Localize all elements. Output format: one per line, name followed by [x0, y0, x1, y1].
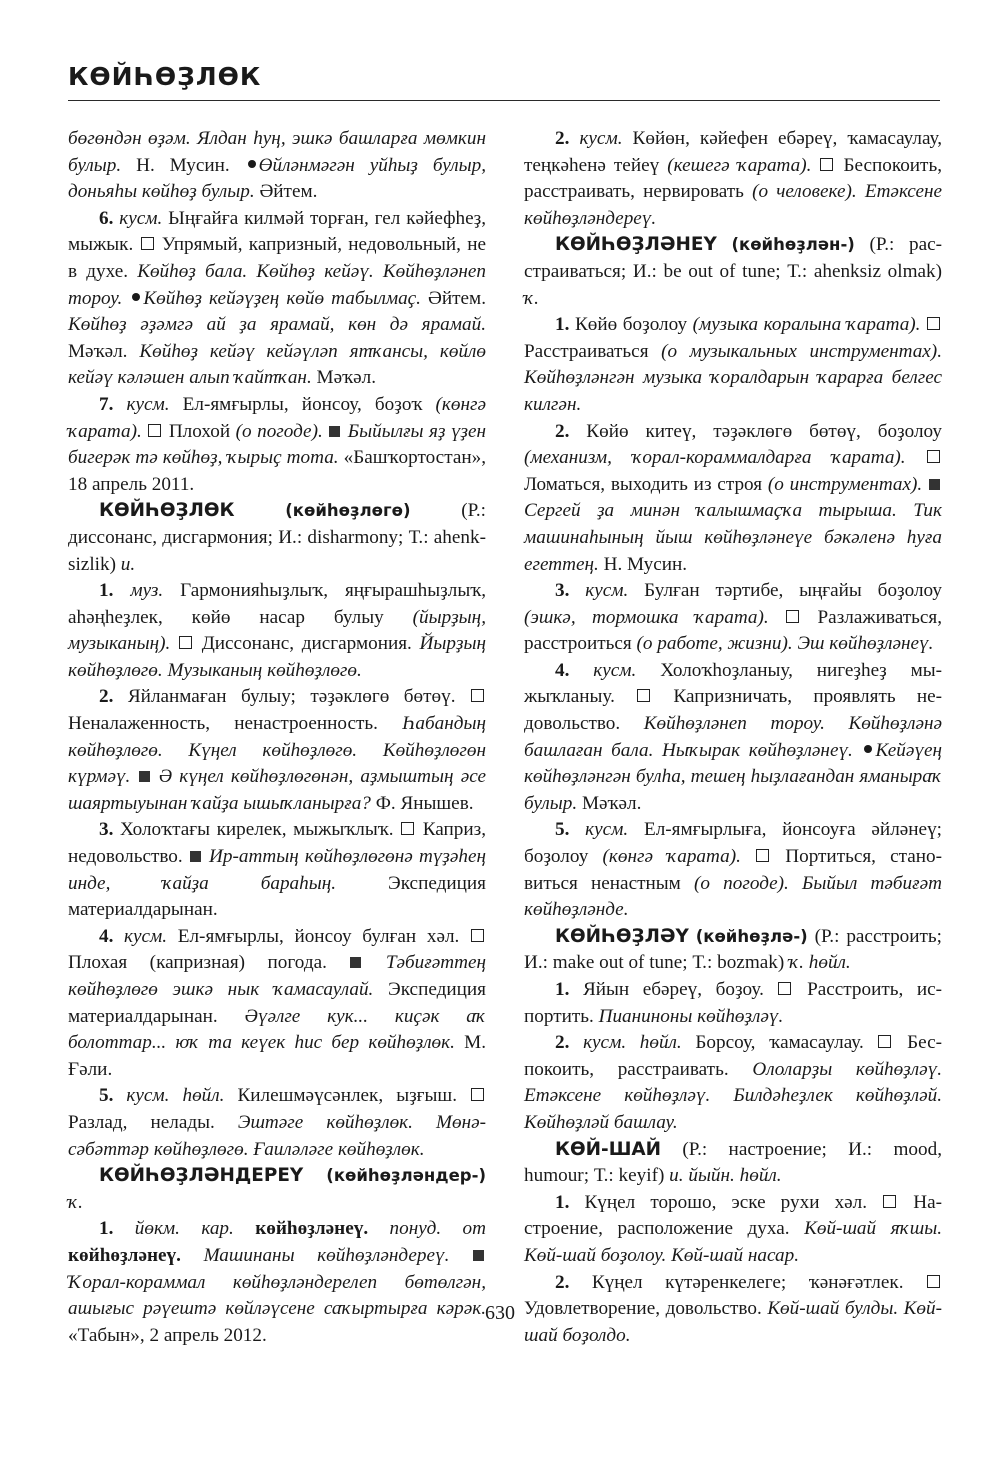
sense-1: 1. йөкм. кар. көйһөҙләнеү. понуд. от көйһөҙләнеү. Машинаны көйһөҙләндереү. Ҡорал-кораммал көйһөҙләндерелеп бөтөлгән, ашығыс рәүештә көйләүсене саҡыртырға кәрәк. «Табын», 2 апрель 2012. [68, 1218, 487, 1346]
translation-square-icon [778, 982, 791, 995]
quote-square-icon [139, 771, 150, 782]
sense-2: 2. Көйө китеү, тәҙәклөгө бөтөү, боҙолоу (механизм, ҡорал-кораммалдарға ҡарата). Ломаться, выходить из строя (о инструментах). Сергей ҙа минән ҡалышмаҫҡа тырыша. Тик машинаһының йыш көйһөҙләнеүе бәкәленә һуға егеттең. Н. Мусин. [524, 420, 943, 575]
entry-continuation: бөгөндән өҙәм. Ялдан һуң, эшкә башларға мөмкин булыр. Н. Мусин. Өйләнмәгән уйһыҙ булыр, доньяһы көйһөҙ булыр. Әйтем. [68, 128, 486, 203]
headword-koyhozlenderew: КӨЙҺӨҘЛӘНДЕРЕҮ (көйһөҙләндер-) ҡ. [68, 1165, 486, 1213]
sense-3: 3. кусм. Булған тәртибе, ыңғайы боҙолоу (эшкә, тормошка ҡарата). Разлаживаться, расстроиться (о работе, жизни). Эш көйһөҙләнеү. [524, 580, 942, 655]
translation-square-icon [148, 424, 161, 437]
sense-3: 3. Холоҡтағы кирелек, мыжыҡлыҡ. Каприз, недовольство. Ир-аттың көйһөҙлөгөнә түҙәһең инде, ҡайҙа бараһың. Экспедиция материалдарынан. [68, 819, 487, 921]
translation-square-icon [927, 317, 940, 330]
sense-5: 5. кусм. һөйл. Килешмәүсәнлек, ыҙғыш. Разлад, нелады. Эштәге көйһөҙлөк. Мөнәсәбәттәр көйһөҙлөгө. Ғаиләләге көйһөҙлөк. [68, 1085, 486, 1160]
sense-2: 2. Яйланмаған булыу; тәҙәклөгө бөтөү. Неналаженность, ненастроенность. Һабандың көйһөҙлөгө. Күңел көйһөҙлөгө. Көйһөҙлөгөн күрмәү. Ә күңел көйһөҙлөгөнән, аҙмыштың әсе шаяртыуынан ҡайҙа ышыҡланырға? Ф. Янышев. [68, 686, 486, 814]
sense-2: 2. кусм. һөйл. Борсоу, ҡамасаулау. Беспокоить, расстраивать. Ололарҙы көйһөҙләү. Етәксене көйһөҙләү. Билдәһеҙлек көйһөҙләй. Көйһөҙләй башлау. [524, 1032, 943, 1133]
headword-koyhozlenew: КӨЙҺӨҘЛӘНЕҮ (көйһөҙлән-) (Р.: расстраиваться; И.: be out of tune; Т.: ahenksiz olmak) ҡ. [524, 234, 943, 309]
sense-1: 1. Көйө боҙолоу (музыка коралына ҡарата). Расстраиваться (о музыкальных инструментах). Көйһөҙләнгән музыка ҡоралдарын ҡарарға белгес килгән. [524, 314, 942, 415]
quote-square-icon [329, 426, 340, 437]
right-column [524, 126, 942, 1349]
translation-square-icon [471, 929, 484, 942]
translation-square-icon [820, 158, 833, 171]
sense-1: 1. Күңел торошо, эске рухи хәл. Настроение, расположение духа. Көй-шай яҡшы. Көй-шай боҙолоу. Көй-шай насар. [524, 1191, 943, 1266]
translation-square-icon [786, 610, 799, 623]
header-rule [68, 100, 940, 101]
page-number: 630 [485, 1302, 515, 1324]
left-column [68, 126, 486, 1349]
translation-square-icon [637, 689, 650, 702]
translation-square-icon [756, 849, 769, 862]
translation-square-icon [179, 636, 192, 649]
sense-1: 1. муз. Гармонияһыҙлыҡ, яңғырашһыҙлыҡ, аһәңһеҙлек, көйө насар булыу (йырҙың, музыканың). Диссонанс, дисгармония. Йырҙың көйһөҙлөгө. Музыканың көйһөҙлөгө. [68, 580, 487, 681]
bullet-icon [864, 745, 872, 753]
sense-5: 5. кусм. Ел-ямғырлыға, йонсоуға әйләнеү; боҙолоу (көнгә ҡарата). Портиться, становиться ненастным (о погоде). Быйыл тәбиғәт көйһөҙләнде. [524, 819, 943, 921]
translation-square-icon [927, 1275, 940, 1288]
headword-koyhozlew: КӨЙҺӨҘЛӘҮ (көйһөҙлә-) (Р.: расстроить; И.: make out of tune; Т.: bozmak) ҡ. һөйл. [524, 925, 942, 974]
translation-square-icon [141, 237, 154, 250]
translation-square-icon [471, 689, 484, 702]
quote-square-icon [473, 1250, 484, 1261]
bullet-icon [132, 293, 140, 301]
quote-square-icon [350, 957, 361, 968]
headword-koy-shay: КӨЙ-ШАЙ (Р.: настроение; И.: mood, humour; Т.: keyif) и. йыйн. һөйл. [524, 1138, 942, 1187]
sense-2: 2. кусм. Көйөн, кәйефен ебәреү, ҡамасаулау, теңкәһенә тейеү (кешегә ҡарата). Беспокоить, расстраивать, нервировать (о человеке). Етәксене көйһөҙләндереү. [524, 128, 943, 229]
quote-square-icon [929, 479, 940, 490]
sense-2: 2. Күңел күтәренкелеге; ҡәнәғәтлек. Удовлетворение, довольство. Көй-шай булды. Көй-шай боҙолдо. [524, 1271, 943, 1346]
bullet-icon [248, 160, 256, 168]
translation-square-icon [927, 450, 940, 463]
translation-square-icon [878, 1035, 891, 1048]
sense-6: 6. кусм. Ыңғайға килмәй торған, гел кәйефһеҙ, мыжык. Упрямый, капризный, недовольный, не в духе. Көйһөҙ бала. Көйһөҙ кейәү. Көйһөҙләнеп тороу. Көйһөҙ кейәүҙең көйө табылмаҫ. Әйтем. Көйһөҙ әҙәмгә ай ҙа ярамай, көн дә ярамай. Мәҡәл. Көйһөҙ кейәү кейәүләп ятҡансы, көйлө кейәү кәләшен алып ҡайтҡан. Мәҡәл. [68, 207, 487, 389]
translation-square-icon [401, 822, 414, 835]
running-head: КӨЙҺӨҘЛӨК [68, 62, 262, 91]
quote-square-icon [190, 851, 201, 862]
sense-7: 7. кусм. Ел-ямғырлы, йонсоу, боҙоҡ (көнгә ҡарата). Плохой (о погоде). Быйылғы яҙ үҙен бигерәк тә көйһөҙ, ҡырыҫ тота. «Башҡортостан», 18 апрель 2011. [68, 393, 487, 495]
headword-koyhozlok: КӨЙҺӨҘЛӨК (көйһөҙлөгө) (Р.: диссонанс, дисгармония; И.: disharmony; Т.: ahenksizlik) и. [68, 500, 486, 575]
sense-1: 1. Яйын ебәреү, боҙоу. Расстроить, испортить. Пианиноны көйһөҙләү. [524, 979, 943, 1027]
translation-square-icon [471, 1088, 484, 1101]
translation-square-icon [883, 1195, 896, 1208]
sense-4: 4. кусм. Ел-ямғырлы, йонсоу булған хәл. Плохая (капризная) погода. Тәбиғәттең көйһөҙлөгө эшкә нык ҡамасаулай. Экспедиция материалдарынан. Әүәлге кук... киҫәк аҡ болоттар... юҡ та кеүек һис бер көйһөҙлөк. М. Ғәли. [68, 925, 487, 1080]
sense-4: 4. кусм. Холоҡһоҙланыу, нигеҙһеҙ мыжыҡланыу. Капризничать, проявлять недовольство. Көйһөҙләнеп тороу. Көйһөҙләнә башлаған бала. Ныҡырак көйһөҙләнеү. Кейәүең көйһөҙләнгән булһа, тешең һыҙлағандан яманыраҡ булыр. Мәҡәл. [524, 659, 943, 814]
